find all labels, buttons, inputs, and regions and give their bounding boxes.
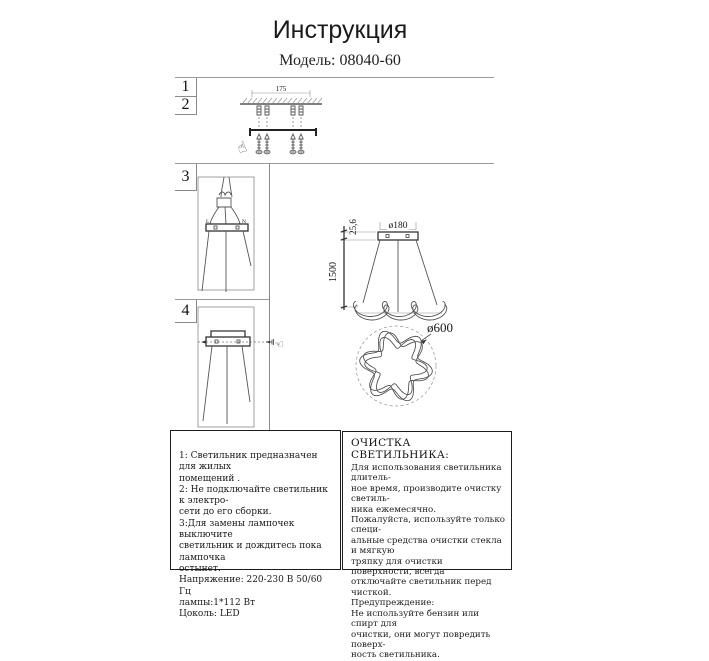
canopy-plate	[206, 224, 248, 231]
cleaning-instructions-box	[342, 431, 512, 661]
canopy-plate	[378, 232, 418, 240]
canopy-screw-left	[214, 226, 217, 229]
alignment-dashes	[259, 117, 301, 127]
step-number-1	[175, 78, 197, 97]
wavy-ring-side-view-inner	[355, 305, 447, 320]
canopy-screw-left	[386, 235, 389, 238]
dimension-drawing	[328, 195, 488, 440]
hand-icon: ☝	[234, 137, 250, 158]
step-number-2	[175, 96, 197, 115]
bracket-width-dim-label: 175	[275, 85, 287, 93]
ring-outline-circle	[356, 326, 436, 406]
wiring-diagram	[195, 170, 270, 300]
step-number-4-label: 4	[181, 302, 190, 319]
mounting-bracket	[250, 128, 316, 136]
usage-instructions-text: 1: Светильник предназначен для жилых помещений . 2: Не подключайте светильник к электро- сети до его сборки. 3:Для замены лампочек выключите светильник и дождитесь пока лампочка остынет. Напряжение: 220-230 В 50/60 Гц лампы:1*112 Вт Цоколь: LED	[179, 451, 328, 620]
suspension-cables	[363, 240, 437, 312]
side-screw-tip	[266, 341, 270, 344]
canopy-fixing-diagram	[195, 300, 295, 430]
step-number-3-label: 3	[181, 168, 190, 185]
canopy-screw-left	[215, 340, 218, 343]
step-number-3	[175, 164, 197, 191]
drop-height-label: 1500	[328, 262, 339, 282]
ring-diameter-label: ø600	[427, 320, 453, 335]
cleaning-box-title: ОЧИСТКА СВЕТИЛЬНИКА:	[351, 437, 450, 461]
extension-lines	[340, 232, 376, 307]
wall-dowels-icon	[257, 106, 303, 115]
suspension-cables	[203, 346, 250, 424]
canopy-screw-right	[237, 340, 240, 343]
wire-n-label: N	[242, 219, 246, 225]
wavy-ring-side-view	[354, 302, 446, 317]
canopy-diameter-label: ø180	[388, 221, 408, 231]
hand-icon: ☜	[274, 338, 284, 351]
model-label: Модель: 08040-60	[279, 52, 401, 69]
mounting-bracket-top	[211, 331, 245, 337]
axis-arrow-left	[201, 340, 206, 343]
canopy-screw-right	[236, 226, 239, 229]
wires-to-canopy	[210, 207, 240, 224]
cleaning-instructions-text: Для использования светильника длитель- ное время, производите очистку светиль- ника ежемесячно. Пожалуйста, используйте только специ- альные средства очистки стекла и мягкую тряпку для очистки поверхности, всегда отключайте светильник перед чисткой. Предупреждение: Не используйте бензин или спирт для очистки, они могут повредить поверх- ность светильника.	[351, 463, 505, 661]
step4-frame	[198, 307, 254, 427]
canopy-height-label: 25,6	[348, 219, 358, 235]
canopy-screw-right	[406, 235, 409, 238]
step-number-4	[175, 300, 197, 323]
step-number-1-label: 1	[181, 78, 190, 95]
suspension-cables	[202, 231, 251, 292]
ceiling-mount-diagram	[230, 80, 340, 165]
rule-top	[175, 77, 494, 78]
mounting-screws-icon	[256, 134, 304, 154]
vertical-dim-line	[341, 226, 347, 310]
wavy-ring-top-view	[364, 333, 429, 400]
step-number-2-label: 2	[181, 96, 190, 113]
canopy-plate	[206, 337, 250, 346]
usage-instructions-box	[170, 430, 341, 620]
wire-connector	[217, 192, 231, 207]
wavy-ring-top-view	[365, 338, 427, 395]
ceiling-hatching	[242, 98, 322, 104]
page-title: Инструкция	[272, 16, 408, 44]
wire-l-label: L	[206, 219, 210, 225]
